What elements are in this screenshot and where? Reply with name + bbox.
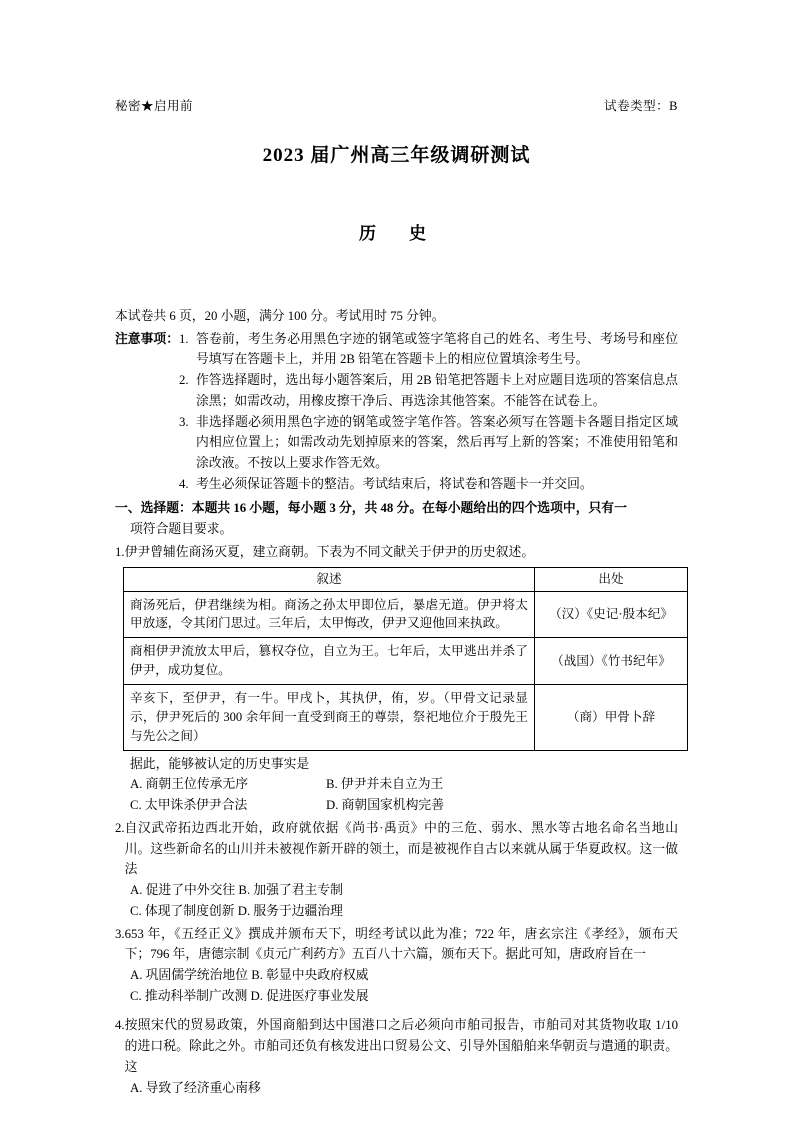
question-4-number: 4. <box>115 1018 125 1033</box>
exam-intro: 本试卷共 6 页，20 小题，满分 100 分。考试用时 75 分钟。 <box>115 309 445 323</box>
question-4-options <box>115 1078 678 1099</box>
section-one-label: 一、选择题： <box>115 501 192 516</box>
page-title: 2023 届广州高三年级调研测试 <box>262 145 531 166</box>
page-content <box>115 96 678 1098</box>
table-row <box>124 638 688 685</box>
table-row <box>124 591 688 638</box>
notice-item-text: 非选择题必须用黑色字迹的钢笔或签字笔作答。答案必须写在答题卡各题目指定区域内相应位置上；如需改动先划掉原来的答案，然后再写上新的答案；不准使用铅笔和涂改液。不按以上要求作答无效。 <box>195 414 678 471</box>
option-a[interactable]: A. 商朝王位传承无序 <box>130 777 249 792</box>
section-one-rule: 本题共 16 小题，每小题 3 分，共 48 分。在每小题给出的四个选项中，只有一 <box>191 501 627 516</box>
question-3-stem: 653 年，《五经正义》撰成并颁布天下，明经考试以此为准；722 年，唐玄宗注《孝经》，颁布天下；796 年，唐德宗制《贞元广利药方》五百八十六篇，颁布天下。据此可知，唐政府旨在一 <box>124 926 678 962</box>
notice-label: 注意事项： <box>115 331 179 346</box>
notice-item <box>179 370 678 411</box>
paper-type-label: 试卷类型：B <box>604 99 678 113</box>
table-cell-description: 商汤死后，伊君继续为相。商汤之孙太甲即位后，暴虐无道。伊尹将太甲放逐，令其闭门思过。三年后，太甲悔改，伊尹又迎他回来执政。 <box>124 591 535 638</box>
option-row-ab[interactable]: A. 巩固儒学统治地位 B. 彰显中央政府权威 <box>130 967 369 982</box>
notice-item-number: 2. <box>178 373 189 388</box>
confidential-label: 秘密★启用前 <box>115 99 194 113</box>
notice-item <box>179 474 678 495</box>
question-1-table <box>123 567 688 751</box>
question-1-options <box>115 774 678 815</box>
notice-block <box>115 329 678 495</box>
page-header <box>115 96 678 114</box>
question-2-number: 2. <box>115 820 125 835</box>
table-cell-source: （战国）《竹书纪年》 <box>535 638 688 685</box>
option-d[interactable]: D. 商朝国家机构完善 <box>326 798 445 813</box>
question-4 <box>115 1015 678 1077</box>
table-row <box>124 685 688 751</box>
question-2-stem: 自汉武帝拓边西北开始，政府就依据《尚书·禹贡》中的三危、弱水、黑水等古地名命名当地山川。这些新命名的山川并未被视作新开辟的领土，而是被视作自古以来就从属于华夏政权。这一做法 <box>124 820 678 877</box>
notice-item-number: 4. <box>178 476 189 491</box>
question-1 <box>115 542 678 563</box>
option-b[interactable]: B. 伊尹并未自立为王 <box>326 777 444 792</box>
option-row-cd[interactable]: C. 体现了制度创新 D. 服务于边疆治理 <box>130 903 343 918</box>
option-row-cd[interactable]: C. 推动科举制广改测 D. 促进医疗事业发展 <box>130 988 369 1003</box>
notice-items <box>179 329 678 495</box>
table-cell-description: 商相伊尹流放太甲后，篡权夺位，自立为王。七年后，太甲逃出并杀了伊尹，成功复位。 <box>124 638 535 685</box>
section-one-heading <box>115 498 678 539</box>
table-cell-source: （汉）《史记·殷本纪》 <box>535 591 688 638</box>
table-col-source: 出处 <box>535 567 688 591</box>
notice-item-text: 作答选择题时，选出每小题答案后，用 2B 铅笔把答题卡上对应题目选项的答案信息点涂黑；如需改动，用橡皮擦干净后、再选涂其他答案。不能答在试卷上。 <box>195 373 679 408</box>
question-3 <box>115 924 678 965</box>
notice-item-number: 3. <box>178 414 189 429</box>
option-a[interactable]: A. 导致了经济重心南移 <box>130 1080 261 1095</box>
question-1-tail <box>115 754 678 775</box>
notice-item-text: 考生必须保证答题卡的整洁。考试结束后，将试卷和答题卡一并交回。 <box>195 476 593 491</box>
table-header-row <box>124 567 688 591</box>
question-3-number: 3. <box>115 926 125 941</box>
notice-item-number: 1. <box>178 331 189 346</box>
question-4-stem: 按照宋代的贸易政策，外国商船到达中国港口之后必须向市舶司报告，市舶司对其货物收取 1/10 的进口税。除此之外。市舶司还负有核发进出口贸易公文、引导外国船舶来华朝贡与遣通的职责。这 <box>124 1018 678 1074</box>
question-1-tail-text: 据此，能够被认定的历史事实是 <box>130 756 310 771</box>
question-3-options <box>115 965 678 1006</box>
question-1-stem: 伊尹曾辅佐商汤灭夏，建立商朝。下表为不同文献关于伊尹的历史叙述。 <box>124 544 535 559</box>
question-2-options <box>115 880 678 921</box>
section-one-rule-cont: 项符合题目要求。 <box>130 522 233 537</box>
notice-item <box>179 412 678 474</box>
table-cell-description: 辛亥下，至伊尹，有一牛。甲戌卜，其执伊，侑，岁。（甲骨文记录显示，伊尹死后的 300 余年间一直受到商王的尊崇，祭祀地位介于殷先王与先公之间） <box>124 685 535 751</box>
table-col-description: 叙述 <box>124 567 535 591</box>
notice-item-text: 答卷前，考生务必用黑色字迹的钢笔或签字笔将自己的姓名、考生号、考场号和座位号填写在答题卡上，并用 2B 铅笔在答题卡上的相应位置填涂考生号。 <box>195 331 678 367</box>
subject-title: 历 史 <box>359 224 434 243</box>
option-row-ab[interactable]: A. 促进了中外交往 B. 加强了君主专制 <box>130 883 343 898</box>
option-c[interactable]: C. 太甲诛杀伊尹合法 <box>130 798 248 813</box>
notice-item <box>179 329 678 370</box>
question-2 <box>115 818 678 880</box>
table-cell-source: （商）甲骨卜辞 <box>535 685 688 751</box>
question-1-number: 1. <box>115 544 125 559</box>
